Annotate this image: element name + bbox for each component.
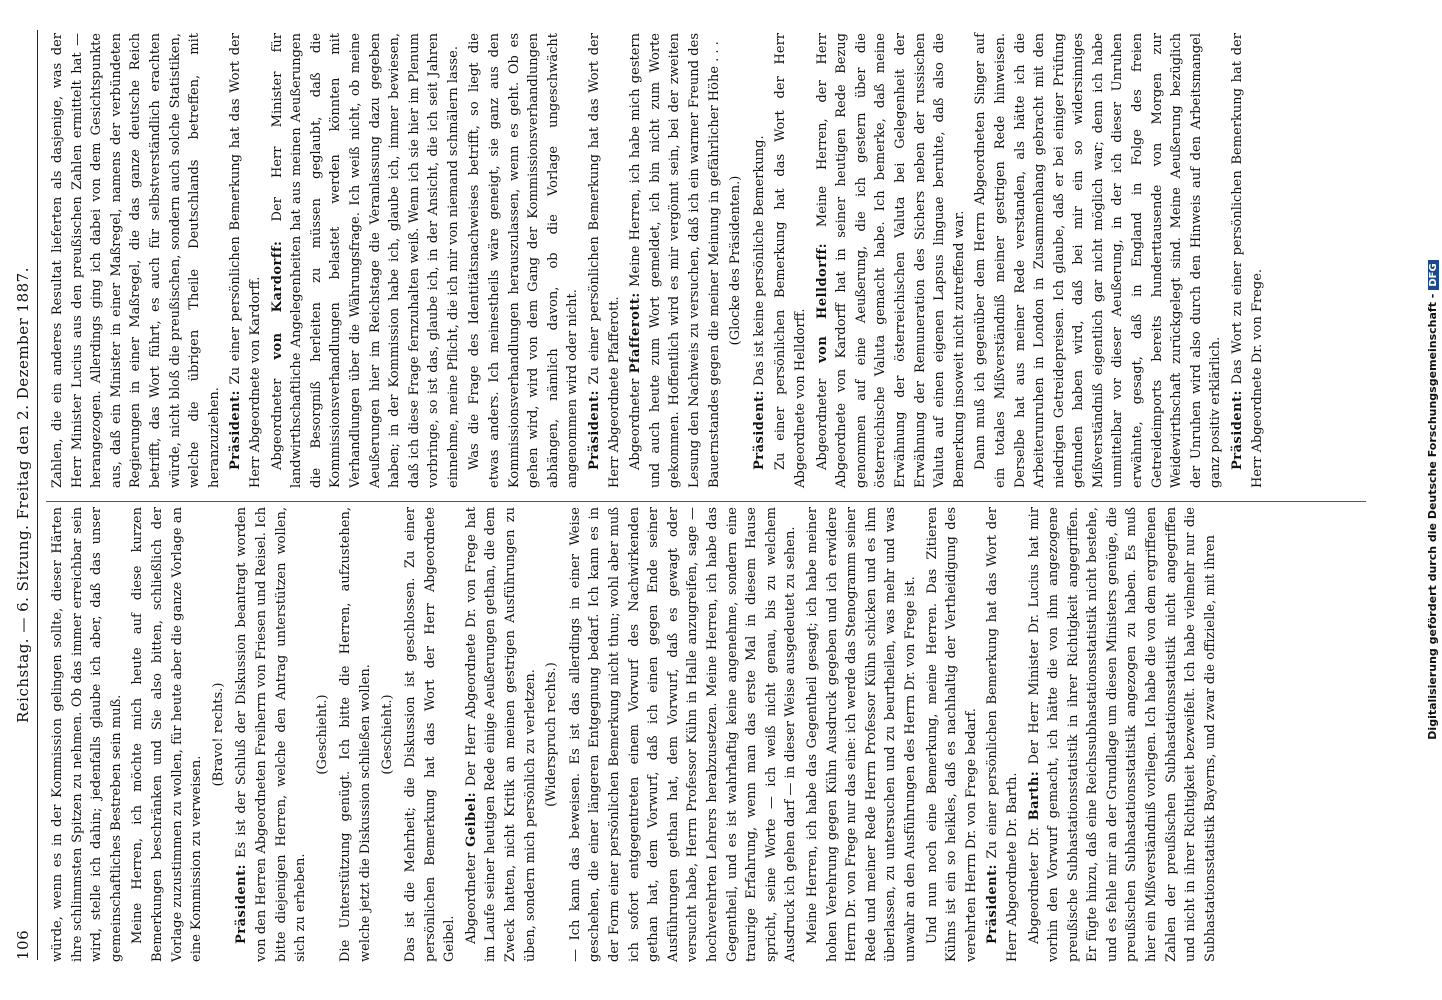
paragraph: Zu einer persönlichen Bemerkung hat das Wort der Herr Abgeordnete von Helldorff. bbox=[773, 33, 808, 488]
paragraph: Präsident: Zu einer persönlichen Bemerkung hat das Wort der Herr Abgeordnete Dr. Barth. bbox=[985, 507, 1020, 962]
paragraph: Abgeordneter Pfafferott: Meine Herren, ich habe mich gestern und auch heute zum Wort gemeldet, ich bin nicht zum Worte gekommen. Hoffentlich wird es mir vergönnt sein, bei der zweiten Lesung den Nachweis zu versuchen, daß ich ein warmer Freund des Bauernstandes gegen die meiner Meinung in gefährlicher Höhe . . . bbox=[628, 33, 722, 488]
page-header bbox=[8, 30, 38, 960]
dfg-credit-line bbox=[1426, 0, 1442, 1000]
running-title: Reichstag. — 6. Sitzung. Freitag den 2. Dezember 1887. bbox=[14, 267, 32, 723]
column-divider bbox=[46, 501, 1366, 502]
right-column bbox=[48, 33, 1368, 488]
paragraph: Abgeordneter Dr. Barth: Der Herr Minister Dr. Lucius hat mir vorhin den Vorwurf gemacht, ich hätte die von ihm angezogene preußische Subhastationsstatistik in ihrer Richtigkeit angegriffen. Er fügte hinzu, daß eine Reichssubhastationsstatistik nicht bestehe, und es fehle mir an der Grundlage um diesen Ministers genüge, die preußischen Subhastationsstatistik angezogen zu haben. Es muß hier ein Mißverständniß vorliegen. Ich habe die von dem ergriffenen Zahlen der preußischen Subhastationsstatistik nicht angegriffen und nicht in ihrer Richtigkeit bezweifelt. Ich habe vielmehr nur die Subhastationsstatistik Bayerns, und zwar die offizielle, mit ihren bbox=[1026, 507, 1218, 962]
paragraph: — Ich kann das beweisen. Es ist das allerdings in einer Weise geschehen, die einer längeren Entgegnung bedarf. Ich kann es in der Form einer persönlichen Bemerkung nicht thun; wohl aber muß ich sofort entgegentreten einem Vorwurf des Nachwirkenden gethan hat, dem Vorwurf, daß ich einen gegen Ende seiner Ausführungen gethan hat, dem Vorwurf, daß es gewagt oder versucht habe, Herrn Professor Kühn in Halle anzugreifen, sage — hochverehrten Lehrers herabzusetzen. Meine Herren, ich habe das Gegentheil, und es ist wahrhaftig keine angenehme, sondern eine traurige Erfahrung, wenn man das erste Mal in diesem Hause spricht, seine Worte — ich weiß nicht genau, bis zu welchem Ausdruck ich gehen darf — in dieser Weise ausgedeutet zu sehen. bbox=[567, 507, 799, 962]
paragraph: Abgeordneter von Kardorff: Der Herr Minister für landwirthschaftliche Angelegenheiten hat aus meinen Aeußerungen die Besorgniß herleiten zu müssen geglaubt, daß die Kommissionsverhandlungen belastet werden könnten mit Verhandlungen über die Währungsfrage. Ich weiß nicht, ob meine Aeußerungen hier im Reichstage die Veranlassung dazu gegeben haben; in der Kommission habe ich, glaube ich, immer bewiesen, daß ich diese Frage fernzuhalten weiß. Wenn ich sie hier im Plenum vorbringe, so ist das, glaube ich, in der Ansicht, die ich seit Jahren einnehme, meine Pflicht, die ich mir von niemand schmälern lasse. bbox=[269, 33, 461, 488]
paragraph: Meine Herren, ich möchte mich heute auf diese kurzen Bemerkungen beschränken und Sie also bitten, schließlich der Vorlage zuzustimmen zu wollen, für heute aber die ganze Vorlage an eine Kommission zu verweisen. bbox=[130, 507, 205, 962]
paragraph: Das ist die Mehrheit; die Diskussion ist geschlossen. Zu einer persönlichen Bemerkung hat das Wort der Herr Abgeordnete Geibel. bbox=[403, 507, 458, 962]
header-rule bbox=[37, 30, 38, 960]
digitization-sidebar bbox=[1416, 0, 1439, 1000]
paragraph: Präsident: Zu einer persönlichen Bemerkung hat das Wort der Herr Abgeordnete von Kardorff. bbox=[228, 33, 263, 488]
dfg-credit-text: Digitalisierung gefördert durch die Deutsche Forschungsgemeinschaft - bbox=[1426, 293, 1439, 740]
paragraph: Die Unterstützung genügt. Ich bitte die Herren, aufzustehen, welche jetzt die Diskussion schließen wollen. bbox=[338, 507, 373, 962]
paragraph: Abgeordneter Geibel: Der Herr Abgeordnete Dr. von Frege hat im Laufe seiner heutigen Rede einige Aeußerungen gethan, die dem Zweck hatten, nicht Kritik an meinen gestrigen Ausführungen zu üben, sondern mich persönlich zu verletzen. bbox=[463, 506, 538, 962]
left-column bbox=[48, 507, 1368, 962]
dfg-logo: DFG bbox=[1428, 260, 1439, 289]
page-number: 106 bbox=[14, 929, 32, 960]
paragraph: Präsident: Das Wort zu einer persönlichen Bemerkung hat der Herr Abgeordnete Dr. von Frege. bbox=[1230, 33, 1265, 488]
paragraph: Präsident: Das ist keine persönliche Bemerkung. bbox=[751, 135, 767, 470]
stage-direction: (Geschieht.) bbox=[379, 694, 395, 775]
stage-direction: (Widerspruch rechts.) bbox=[544, 662, 560, 807]
stage-direction: (Geschieht.) bbox=[314, 694, 330, 775]
paragraph: Was die Frage des Identitätsnachweises betrifft, so liegt die etwas anders. Ich meinestheils wäre geneigt, sie ganz aus den Kommissionsverhandlungen herauszulassen, wenn es geht. Ob es gehen wird, wird von dem Gang der Kommissionsverhandlungen abhängen, nämlich davon, ob die Vorlage ungeschwächt angenommen wird oder nicht. bbox=[467, 33, 581, 488]
paragraph: Abgeordneter von Helldorff: Meine Herren, der Herr Abgeordnete von Kardorff hat in seiner heutigen Rede Bezug genommen auf eine Aeußerung, die ich gestern über die österreichische Valuta gemacht habe. Ich bemerke, daß meine Erwähnung der österreichischen Valuta bei Gelegenheit der Erwähnung der Remuneration des Sichers neben der russischen Valuta auf einen eigenen Lapsus linguae beruhte, daß also die Bemerkung insoweit nicht zutreffend war. bbox=[814, 33, 967, 488]
paragraph: Zahlen, die ein anderes Resultat lieferten als dasjenige, was der Herr Minister Lucius aus den preußischen Zahlen ermittelt hat — herangezogen. Allerdings ging ich dabei von dem Gesichtspunkte aus, daß ein Minister in einer Maßregel, namens der verbündeten Regierungen in einer Maßregel, die das ganze deutsche Reich betrifft, das Wort führt, es auch für selbstverständlich erachten würde, nicht bloß die preußischen, sondern auch solche Statistiken, welche die übrigen Theile Deutschlands betreffen, mit heranzuziehen. bbox=[50, 33, 222, 488]
paragraph: Präsident: Zu einer persönlichen Bemerkung hat das Wort der Herr Abgeordnete Pfafferott. bbox=[587, 33, 622, 488]
paragraph: Dann muß ich gegenüber dem Herrn Abgeordneten Singer auf ein totales Mißverständniß meiner gestrigen Rede hinweisen. Derselbe hat aus meiner Rede verstanden, als hätte ich die Arbeiterunruhen in London in Zusammenhang gebracht mit den niedrigen Getreidepreisen. Ich glaube, daß er bei einiger Prüfung gefunden haben wird, daß bei mir ein so widersinniges Mißverständniß eigentlich gar nicht möglich war; denn ich habe unmittelbar vor dieser Aeußerung, in der ich dieser Unruhen erwähnte, gesagt, daß in England in Folge des freien Getreideimports bereits hunderttausende von Morgen zur Weidewirthschaft zurückgelegt sind. Meine Aeußerung bezüglich der Unruhen wird also durch den Hinweis auf den Arbeitsmangel ganz positiv erklärlich. bbox=[973, 33, 1224, 488]
paragraph: würde, wenn es in der Kommission gelingen sollte, dieser Härten ihre schlimmsten Spitzen zu nehmen. Ob das immer erreichbar sein wird, stelle ich dahin; jedenfalls glaube ich aber, daß das unser gemeinschaftliches Bestreben sein muß. bbox=[50, 507, 124, 962]
paragraph: Meine Herren, ich habe das Gegentheil gesagt; ich habe meiner hohen Verehrung gegen Kühn Ausdruck gegeben und ich erwidere Herrn Dr. von Frege nur das eine: ich werde das Stenogramm seiner Rede und meiner Rede Herrn Professor Kühn schicken und es ihm überlassen, zu untersuchen und zu beurtheilen, was mehr und was unwahr an den Ausführungen des Herrn Dr. von Frege ist. bbox=[804, 507, 918, 962]
stage-direction: (Glocke des Präsidenten.) bbox=[728, 175, 744, 346]
paragraph: Und nun noch eine Bemerkung, meine Herren. Das Zitieren Kühns ist ein so heikles, daß es nachhaltig der Vertheidigung des verehrten Herrn Dr. von Frege bedarf. bbox=[924, 507, 979, 962]
stage-direction: (Bravo! rechts.) bbox=[210, 682, 226, 787]
paragraph: Präsident: Es ist der Schluß der Diskussion beantragt worden von den Herren Abgeordneten Freiherrn von Friesen und Reisel. Ich bitte diejenigen Herren, welche den Antrag unterstützen wollen, sich zu erheben. bbox=[234, 507, 309, 962]
